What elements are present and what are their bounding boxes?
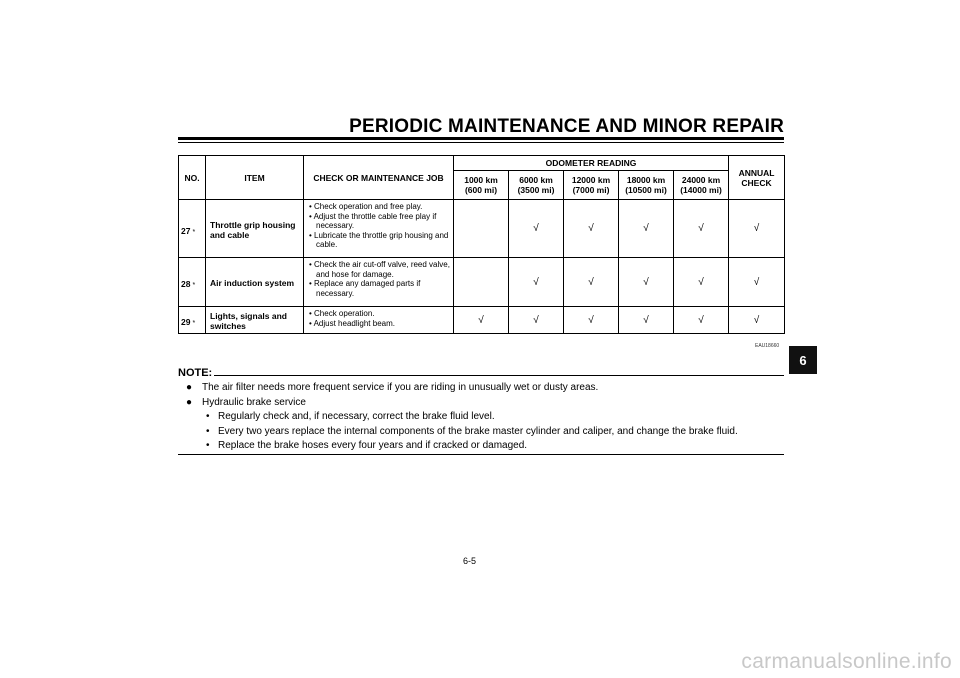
table-row — [179, 200, 785, 258]
row-number-value: 28 — [181, 279, 191, 289]
note-sub-item — [186, 439, 786, 454]
interval-mi: (14000 mi) — [680, 185, 722, 195]
interval-km: 12000 km — [571, 175, 611, 185]
page-number: 6-5 — [463, 556, 477, 566]
note-body — [186, 381, 786, 454]
interval-km: 6000 km — [519, 175, 553, 185]
check-cell — [454, 258, 509, 307]
job-item: • Check operation and free play. — [307, 202, 450, 212]
interval-km: 1000 km — [464, 175, 498, 185]
header-odometer: ODOMETER READING — [454, 156, 729, 171]
watermark: carmanualsonline.info — [741, 650, 952, 673]
job-item: • Lubricate the throttle grip housing and cable. — [307, 231, 450, 250]
row-star: * — [192, 320, 196, 327]
header-item: ITEM — [206, 156, 304, 200]
note-sub-text: Every two years replace the internal components of the brake master cylinder and caliper, and change the brake fluid. — [218, 425, 738, 437]
page-title: PERIODIC MAINTENANCE AND MINOR REPAIR — [349, 116, 784, 137]
check-cell: √ — [674, 200, 729, 258]
interval-mi: (600 mi) — [464, 185, 498, 195]
interval-mi: (10500 mi) — [625, 185, 667, 195]
check-cell: √ — [729, 258, 785, 307]
interval-mi: (7000 mi) — [572, 185, 610, 195]
note-sub-item — [186, 425, 786, 440]
check-cell — [454, 200, 509, 258]
row-jobs — [304, 258, 454, 307]
check-cell: √ — [564, 258, 619, 307]
job-item: • Adjust the throttle cable free play if necessary. — [307, 212, 450, 231]
header-interval — [509, 171, 564, 200]
row-number — [179, 258, 206, 307]
header-annual — [729, 156, 785, 200]
bullet-dot-icon: ● — [186, 382, 193, 393]
row-item: Lights, signals and switches — [206, 307, 304, 334]
maintenance-table — [178, 155, 785, 334]
header-no: NO. — [179, 156, 206, 200]
check-cell: √ — [729, 307, 785, 334]
interval-km: 24000 km — [681, 175, 721, 185]
check-cell: √ — [674, 307, 729, 334]
check-cell: √ — [509, 307, 564, 334]
title-rule-thin — [178, 142, 784, 143]
header-interval — [454, 171, 509, 200]
row-number-value: 27 — [181, 225, 191, 236]
header-interval — [674, 171, 729, 200]
note-label: NOTE: — [178, 367, 213, 379]
check-cell: √ — [619, 307, 674, 334]
note-bullet — [186, 381, 786, 396]
check-cell: √ — [564, 307, 619, 334]
interval-mi: (3500 mi) — [517, 185, 555, 195]
check-cell: √ — [729, 200, 785, 258]
check-cell: √ — [509, 258, 564, 307]
row-number — [179, 307, 206, 334]
row-number-value: 29 — [181, 317, 191, 327]
check-cell: √ — [454, 307, 509, 334]
note-bullet — [186, 396, 786, 411]
table-row — [179, 307, 785, 334]
check-cell: √ — [564, 200, 619, 258]
row-item: Throttle grip housing and cable — [206, 200, 304, 258]
sub-bullet-icon: • — [206, 411, 210, 422]
chapter-tab[interactable]: 6 — [789, 346, 817, 374]
row-star: * — [192, 282, 196, 289]
table-row — [179, 258, 785, 307]
job-item: • Check the air cut-off valve, reed valve, and hose for damage. — [307, 260, 450, 279]
header-interval — [564, 171, 619, 200]
row-item: Air induction system — [206, 258, 304, 307]
row-number — [179, 200, 206, 258]
check-cell: √ — [674, 258, 729, 307]
header-annual-label: ANNUAL CHECK — [738, 167, 775, 188]
note-rule — [214, 375, 784, 376]
bullet-dot-icon: ● — [186, 396, 193, 408]
row-jobs — [304, 200, 454, 258]
check-cell: √ — [619, 200, 674, 258]
check-cell: √ — [509, 200, 564, 258]
note-bullet-text: Hydraulic brake service — [202, 396, 306, 408]
reference-code: EAU18660 — [755, 343, 780, 349]
row-star: * — [192, 228, 196, 236]
note-rule-bottom — [178, 454, 784, 455]
check-cell: √ — [619, 258, 674, 307]
sub-bullet-icon: • — [206, 440, 210, 451]
note-bullet-text: The air filter needs more frequent service if you are riding in unusually wet or dusty areas. — [202, 382, 599, 393]
row-jobs — [304, 307, 454, 334]
note-sub-text: Regularly check and, if necessary, correct the brake fluid level. — [218, 411, 495, 422]
interval-km: 18000 km — [626, 175, 666, 185]
header-job: CHECK OR MAINTENANCE JOB — [304, 156, 454, 200]
header-interval — [619, 171, 674, 200]
note-sub-text: Replace the brake hoses every four years and if cracked or damaged. — [218, 440, 528, 451]
job-item: • Adjust headlight beam. — [307, 319, 450, 329]
job-item: • Replace any damaged parts if necessary. — [307, 279, 450, 298]
job-item: • Check operation. — [307, 309, 450, 319]
sub-bullet-icon: • — [206, 425, 210, 437]
note-sub-item — [186, 410, 786, 425]
title-rule — [178, 137, 784, 140]
